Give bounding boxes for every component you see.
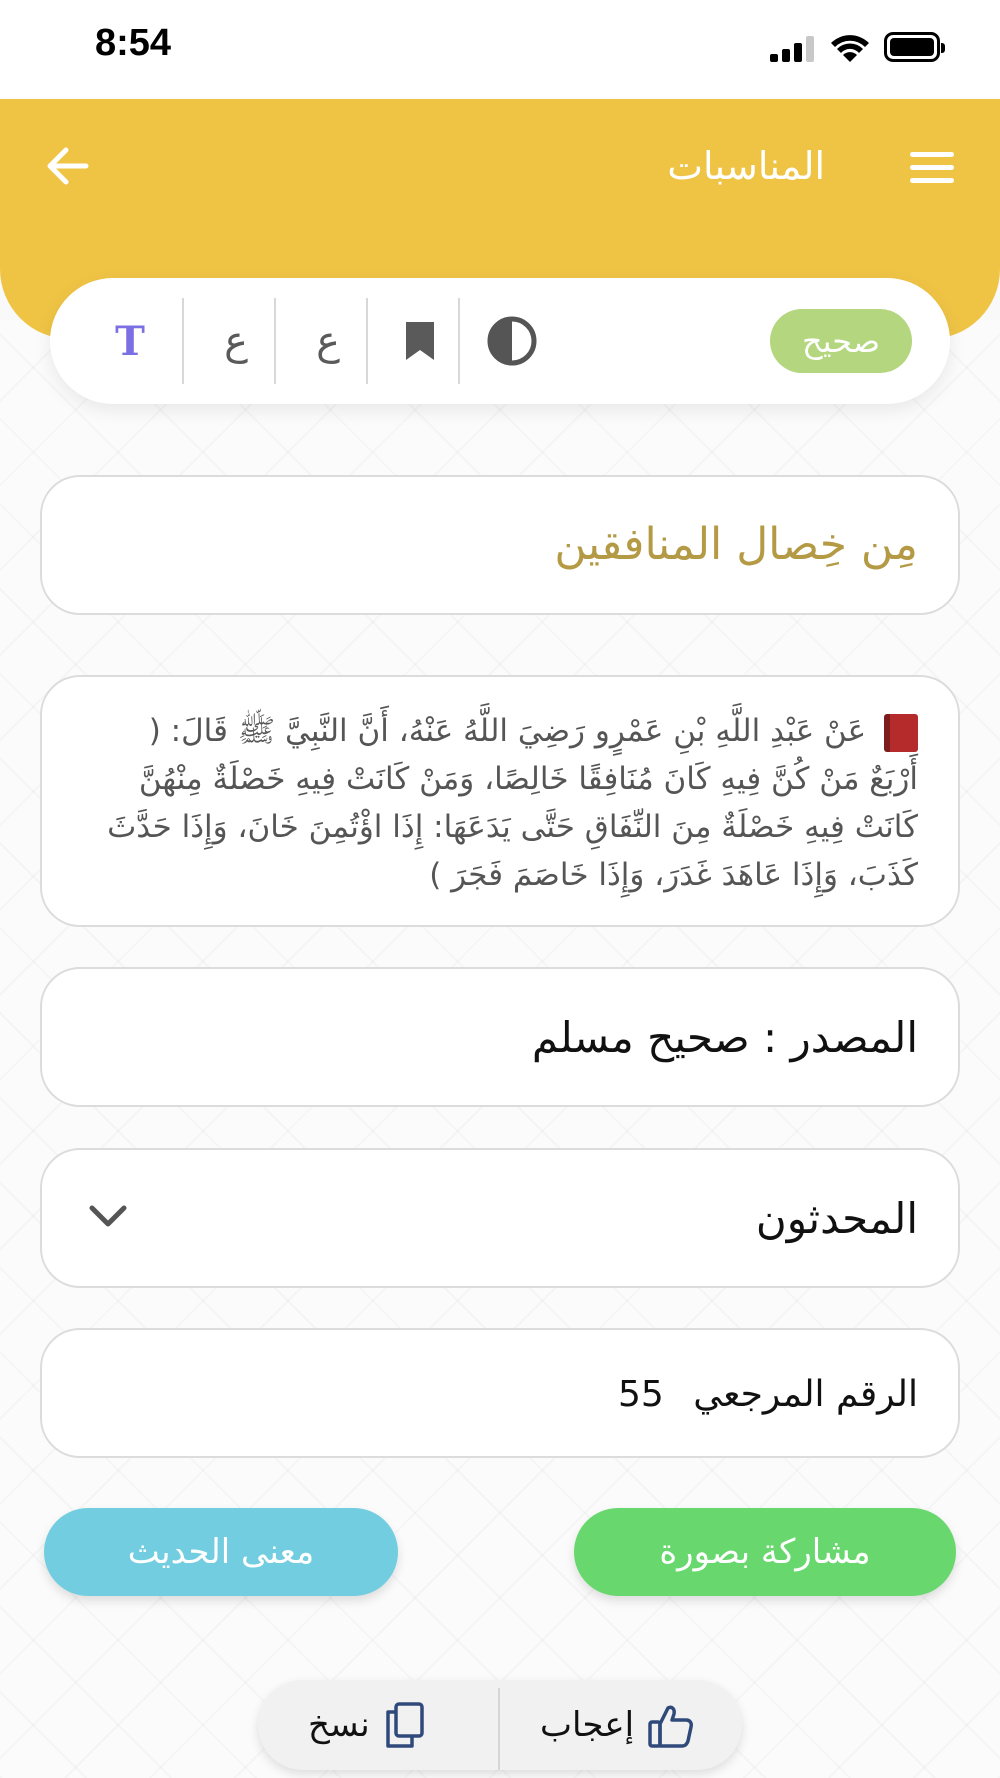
reference-card <box>40 1328 960 1458</box>
font-size-icon: T <box>115 317 145 365</box>
hadith-text: عَنْ عَبْدِ اللَّهِ بْنِ عَمْرٍو رَضِيَ اللَّهُ عَنْهُ، أَنَّ النَّبِيَّ ﷺ قَالَ: ( أَرْبَعٌ مَنْ كُنَّ فِيهِ كَانَ مُنَافِقًا خَالِصًا، وَمَنْ كَانَتْ فِيهِ خَصْلَةٌ مِنْهُنَّ كَانَتْ فِيهِ خَصْلَةٌ مِنَ النِّفَاقِ حَتَّى يَدَعَهَا: إِذَا اؤْتُمِنَ خَانَ، وَإِذَا حَدَّثَ كَذَبَ، وَإِذَا عَاهَدَ غَدَرَ، وَإِذَا خَاصَمَ فَجَرَ ) <box>107 713 918 893</box>
like-button[interactable] <box>540 1680 694 1770</box>
divider <box>458 298 460 384</box>
source-card <box>40 967 960 1107</box>
hadith-meaning-button[interactable]: معنى الحديث <box>44 1508 398 1596</box>
font-increase-button[interactable] <box>288 300 368 382</box>
wifi-icon <box>830 32 870 64</box>
hamburger-icon[interactable] <box>910 152 954 184</box>
copy-icon <box>384 1702 424 1748</box>
battery-icon <box>884 32 940 62</box>
source-label: المصدر : <box>763 1013 918 1062</box>
hadith-text-container <box>102 707 918 899</box>
copy-button[interactable] <box>308 1680 424 1770</box>
action-bar <box>258 1680 742 1770</box>
bookmark-button[interactable] <box>380 300 460 382</box>
arabic-letter-icon: ع <box>316 318 340 364</box>
cellular-signal-icon <box>770 36 816 62</box>
divider <box>274 298 276 384</box>
reference-label: الرقم المرجعي <box>693 1374 918 1415</box>
arrow-left-icon[interactable] <box>44 146 90 186</box>
hadith-text-card <box>40 675 960 927</box>
book-icon <box>884 714 918 752</box>
narrators-dropdown[interactable] <box>40 1148 960 1288</box>
chevron-down-icon <box>86 1196 130 1236</box>
divider <box>182 298 184 384</box>
divider <box>498 1688 500 1770</box>
source-line <box>532 1013 918 1062</box>
source-value: صحيح مسلم <box>531 1013 750 1062</box>
hadith-title: مِن خِصال المنافقين <box>554 519 918 570</box>
divider <box>366 298 368 384</box>
status-time: 8:54 <box>95 22 172 64</box>
narrators-label: المحدثون <box>755 1194 918 1243</box>
like-label: إعجاب <box>540 1705 635 1745</box>
font-size-button[interactable] <box>90 300 170 382</box>
hadith-toolbar <box>50 278 950 404</box>
hadith-title-card <box>40 475 960 615</box>
copy-label: نسخ <box>308 1705 370 1745</box>
bookmark-icon <box>404 320 436 362</box>
arabic-letter-icon: ع <box>224 318 248 364</box>
thumbs-up-icon <box>648 1702 694 1748</box>
contrast-button[interactable] <box>472 300 552 382</box>
font-decrease-button[interactable] <box>196 300 276 382</box>
reference-line <box>618 1374 918 1415</box>
share-image-button[interactable]: مشاركة بصورة <box>574 1508 956 1596</box>
status-bar <box>0 0 1000 99</box>
grade-badge: صحيح <box>770 309 912 373</box>
reference-value: 55 <box>618 1374 664 1415</box>
page-title: المناسبات <box>667 144 825 188</box>
contrast-icon <box>486 315 538 367</box>
